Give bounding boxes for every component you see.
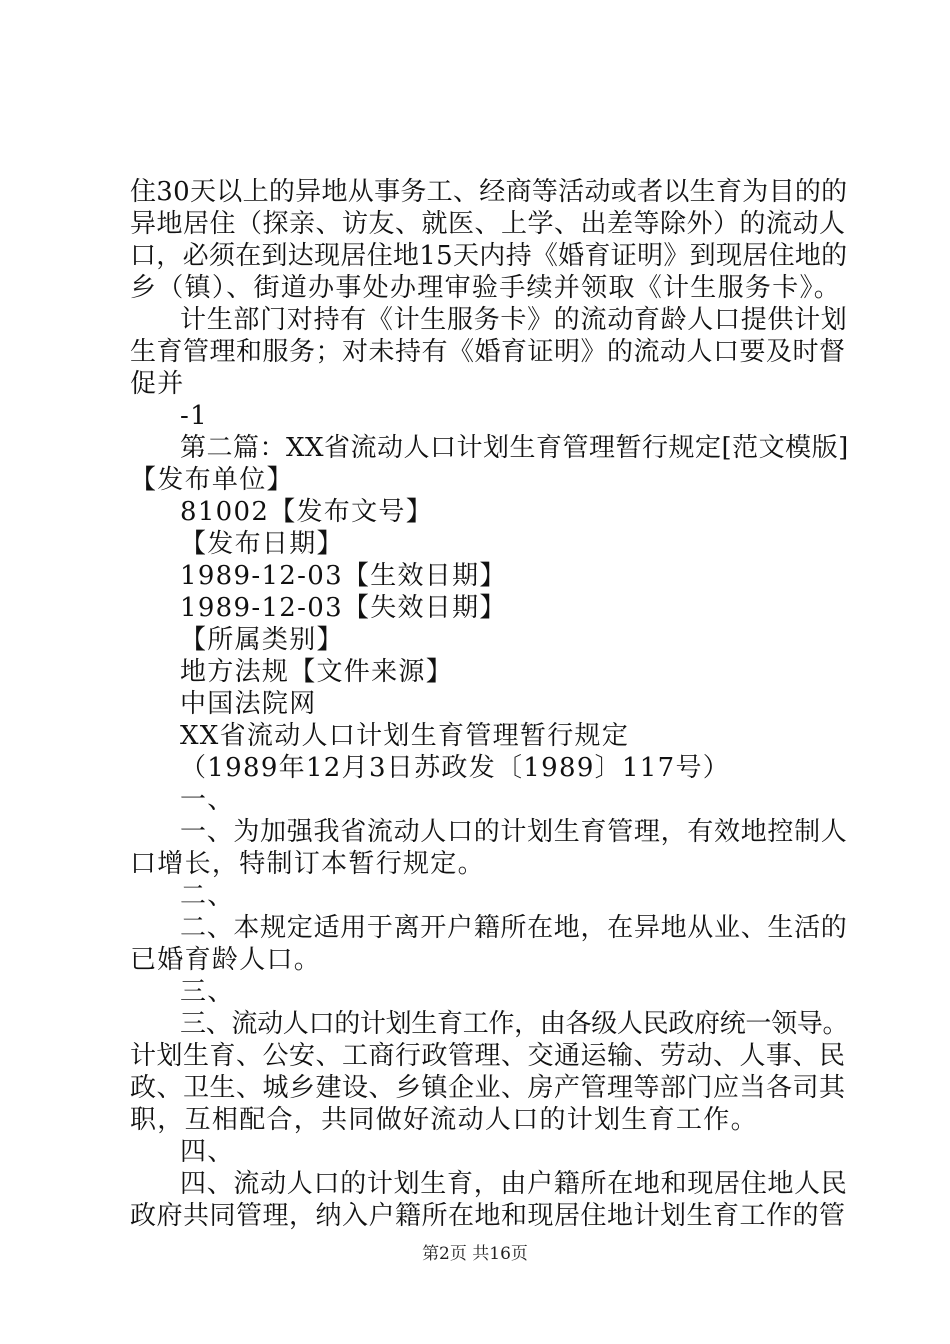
- text-line: 异地居住（探亲、访友、就医、上学、出差等除外）的流动人: [130, 209, 846, 239]
- text-line: 促并: [130, 369, 185, 399]
- text-line: 住30天以上的异地从事务工、经商等活动或者以生育为目的的: [130, 177, 848, 207]
- text-line: 三、: [180, 977, 235, 1007]
- page-number-text: 第2页 共16页: [422, 1244, 528, 1264]
- text-line: 口，必须在到达现居住地15天内持《婚育证明》到现居住地的: [130, 241, 848, 271]
- text-line: 一、: [180, 785, 235, 815]
- text-line: 【发布日期】: [180, 529, 344, 559]
- text-line: 职，互相配合，共同做好流动人口的计划生育工作。: [130, 1105, 758, 1135]
- text-line: 生育管理和服务；对未持有《婚育证明》的流动人口要及时督: [130, 337, 846, 367]
- text-line: XX省流动人口计划生育管理暂行规定: [180, 721, 630, 751]
- text-line: 二、: [180, 881, 235, 911]
- text-line: 政府共同管理，纳入户籍所在地和现居住地计划生育工作的管: [130, 1201, 846, 1231]
- text-line: 1989-12-03【生效日期】: [180, 561, 507, 591]
- text-line: 1989-12-03【失效日期】: [180, 593, 507, 623]
- text-line: 地方法规【文件来源】: [180, 657, 454, 687]
- text-line: 口增长，特制订本暂行规定。: [130, 849, 485, 879]
- text-line: 已婚育龄人口。: [130, 945, 322, 975]
- text-line: 四、流动人口的计划生育，由户籍所在地和现居住地人民: [180, 1169, 848, 1199]
- text-line: 二、本规定适用于离开户籍所在地，在异地从业、生活的: [180, 913, 848, 943]
- page-footer: [0, 1244, 950, 1264]
- text-line: 第二篇：XX省流动人口计划生育管理暂行规定[范文模版]: [180, 433, 849, 463]
- text-line: 中国法院网: [180, 689, 317, 719]
- text-line: 政、卫生、城乡建设、乡镇企业、房产管理等部门应当各司其: [130, 1073, 846, 1103]
- text-line: -1: [180, 401, 208, 431]
- text-line: 三、流动人口的计划生育工作，由各级人民政府统一领导。: [180, 1009, 849, 1039]
- text-line: 81002【发布文号】: [180, 497, 434, 527]
- text-line: 乡（镇）、街道办事处办理审验手续并领取《计生服务卡》。: [130, 273, 842, 303]
- text-line: （1989年12月3日苏政发〔1989〕117号）: [180, 753, 731, 783]
- text-line: 【所属类别】: [180, 625, 344, 655]
- text-line: 计生部门对持有《计生服务卡》的流动育龄人口提供计划: [180, 305, 848, 335]
- text-line: 【发布单位】: [130, 465, 294, 495]
- text-line: 计划生育、公安、工商行政管理、交通运输、劳动、人事、民: [130, 1041, 846, 1071]
- document-body: [130, 176, 850, 1232]
- text-line: 四、: [180, 1137, 235, 1167]
- text-line: 一、为加强我省流动人口的计划生育管理，有效地控制人: [180, 817, 848, 847]
